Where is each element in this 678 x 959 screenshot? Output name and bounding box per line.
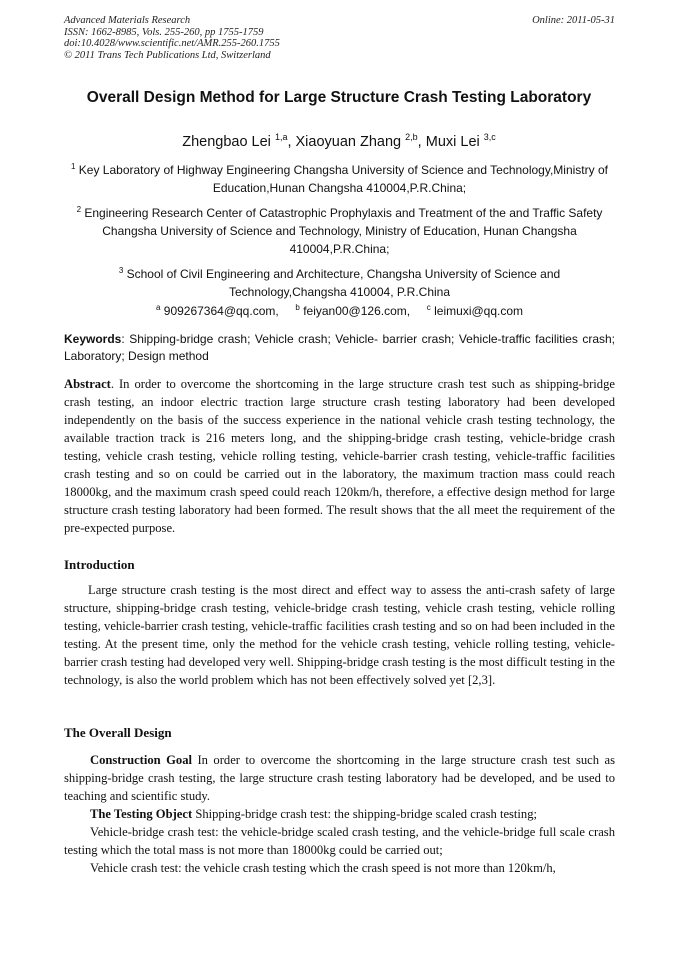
- author-list: Zhengbao Lei $^{1,a}$, Xiaoyuan Zhang $^{2,b}$, Muxi Lei $^{3,c}$: [182, 132, 496, 150]
- affiliation-2: [64, 201, 615, 258]
- abstract-label: Abstract: [64, 377, 111, 391]
- affiliation-num: 1: [71, 162, 76, 171]
- journal-name: Advanced Materials Research: [64, 15, 191, 26]
- affiliation-3: [64, 262, 615, 301]
- author-name: Xiaoyuan Zhang: [295, 134, 402, 150]
- paragraph: [64, 751, 615, 805]
- email: leimuxi@qq.com: [434, 304, 524, 318]
- author-sup: 1,a: [274, 132, 288, 142]
- email-list: [64, 303, 615, 318]
- author-sup: 2,b: [405, 132, 418, 142]
- affiliation-1: [64, 158, 615, 197]
- email-sup: b: [295, 303, 300, 312]
- keywords: [64, 331, 615, 365]
- section-heading: The Overall Design: [64, 725, 172, 740]
- abstract: [64, 375, 615, 537]
- abstract-text: . In order to overcome the shortcoming in the large structure crash test such as shipping-bridge crash testing, an indoor electric traction large structure crash testing laboratory had been developed independently on the basis of the success experience in the national vehicle crash testing technology, the available traction track is 216 meters long, and the shipping-bridge crash testing, vehicle-bridge crash testing, vehicle crash testing, vehicle rolling testing, vehicle-barrier crash testing, vehicle-traffic facilities crash testing and so on could be carried out in the laboratory, the maximum traction mass could reach 18000kg, and the maximum crash speed could reach 120km/h, therefore, a effective design method for large structure crash testing laboratory had been formed. The result shows that the all meet the requirement of the pre-expected purpose.: [64, 377, 615, 535]
- keywords-label: Keywords: [64, 332, 122, 346]
- doi-line: doi:10.4028/www.scientific.net/AMR.255-260.1755: [64, 38, 280, 49]
- paragraph-text: Shipping-bridge crash test: the shipping-bridge scaled crash testing;: [192, 807, 538, 821]
- email-sup: c: [426, 303, 431, 312]
- paragraph: Large structure crash testing is the most direct and effect way to assess the anti-crash safety of large structure, shipping-bridge crash testing, vehicle-bridge crash testing, vehicle crash testing, vehicle rolling testing, vehicle-barrier crash testing, vehicle-traffic facilities crash testing and so on had been included in the testing. At the present time, only the method for the vehicle crash testing, vehicle rolling testing, vehicle-barrier crash testing had developed very well. Shipping-bridge crash testing is the most difficult testing in the technology, is also the world problem which has not been effectively solved yet [2,3].: [64, 583, 615, 687]
- online-date: Online: 2011-05-31: [532, 15, 615, 26]
- author-name: Zhengbao Lei: [182, 134, 271, 150]
- email: 909267364@qq.com,: [163, 304, 279, 318]
- email: feiyan00@126.com,: [303, 304, 411, 318]
- section-heading: Introduction: [64, 557, 135, 572]
- email-sup: a: [155, 303, 161, 312]
- affiliation-num: 2: [76, 205, 82, 214]
- paper-title: Overall Design Method for Large Structure Crash Testing Laboratory: [86, 89, 592, 106]
- author-name: Muxi Lei: [425, 134, 480, 150]
- paragraph: Vehicle crash test: the vehicle crash testing which the crash speed is not more than 120km/h,: [90, 861, 556, 875]
- keywords-text: : Shipping-bridge crash; Vehicle crash; Vehicle- barrier crash; Vehicle-traffic facilities crash; Laboratory; Design method: [64, 332, 615, 363]
- copyright-line: © 2011 Trans Tech Publications Ltd, Switzerland: [64, 49, 271, 61]
- affiliation-text: School of Civil Engineering and Architecture, Changsha University of Science and Technology,Changsha 410004, P.R.China: [126, 267, 561, 299]
- affiliation-num: 3: [118, 266, 124, 275]
- introduction-body: [64, 581, 615, 689]
- run-in-heading: The Testing Object: [90, 807, 193, 821]
- affiliation-text: Key Laboratory of Highway Engineering Changsha University of Science and Technology,Ministry of Education,Hunan Changsha 410004,P.R.China;: [78, 163, 608, 195]
- affiliation-text: Engineering Research Center of Catastrophic Prophylaxis and Treatment of the and Traffic Safety Changsha University of Science and Technology, Ministry of Education, Hunan Changsha 410004,P.R.China;: [84, 206, 603, 256]
- paragraph-text: In order to overcome the shortcoming in the large structure crash test such as shipping-bridge crash testing, the large structure crash testing laboratory had be developed, and be used to teaching and scientific study.: [64, 753, 615, 803]
- journal-header: [64, 15, 615, 61]
- paragraph: Vehicle-bridge crash test: the vehicle-bridge scaled crash testing, and the vehicle-bridge full scale crash testing which the total mass is not more than 18000kg could be carried out;: [64, 825, 615, 857]
- run-in-heading: Construction Goal: [90, 753, 193, 767]
- author-sup: 3,c: [483, 132, 496, 142]
- overall-design-body: [64, 751, 615, 877]
- issn-line: ISSN: 1662-8985, Vols. 255-260, pp 1755-1759: [64, 26, 264, 38]
- paragraph: [64, 805, 615, 823]
